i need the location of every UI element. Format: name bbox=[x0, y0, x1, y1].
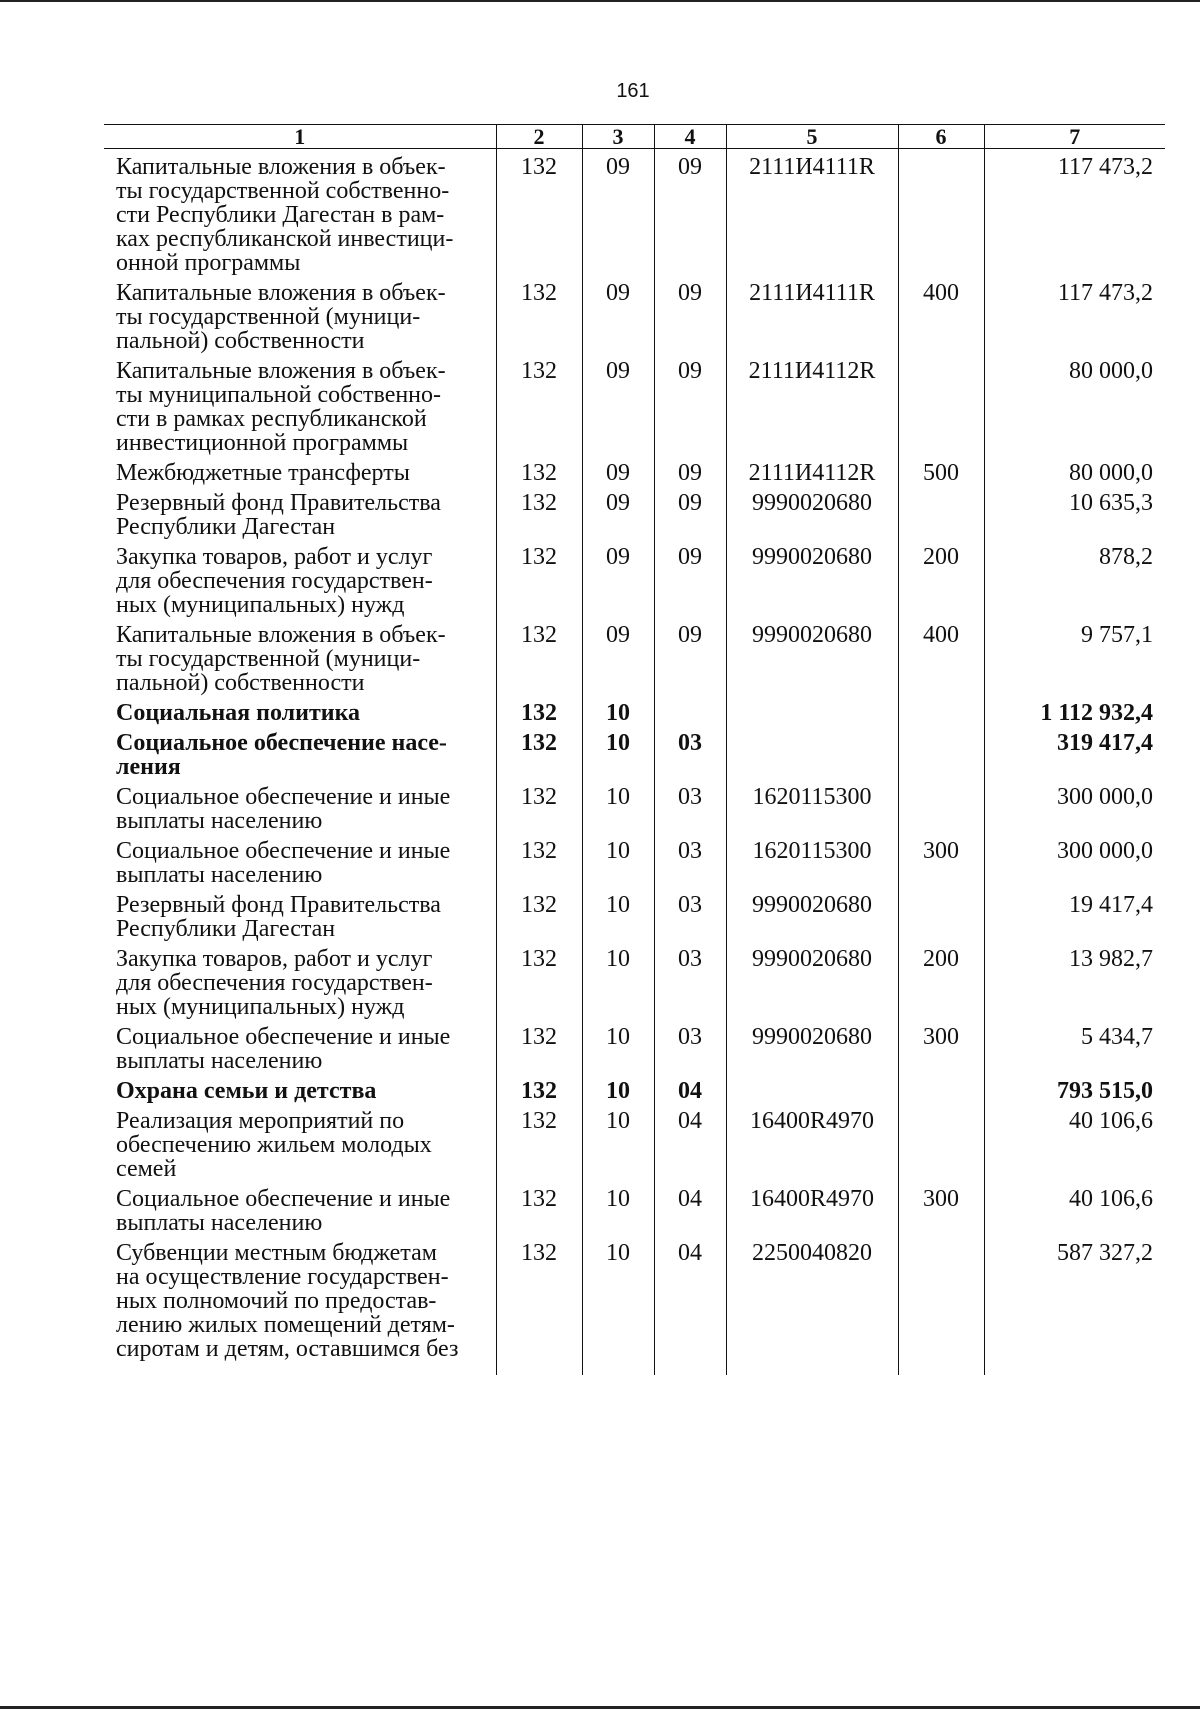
row-col-5: 16400R4970 bbox=[726, 1103, 898, 1181]
row-amount: 19 417,4 bbox=[984, 887, 1165, 941]
row-col-2: 132 bbox=[496, 275, 582, 353]
row-col-5: 9990020680 bbox=[726, 617, 898, 695]
table-row bbox=[104, 833, 1165, 887]
row-col-3: 09 bbox=[582, 617, 654, 695]
row-name: Капитальные вложения в объек- ты государственной (муници- пальной) собственности bbox=[116, 280, 446, 354]
row-col-2: 132 bbox=[496, 617, 582, 695]
row-col-6 bbox=[898, 779, 984, 833]
row-amount: 13 982,7 bbox=[984, 941, 1165, 1019]
row-col-3: 10 bbox=[582, 941, 654, 1019]
row-amount: 117 473,2 bbox=[984, 275, 1165, 353]
row-col-3: 10 bbox=[582, 833, 654, 887]
page-number: 161 bbox=[616, 80, 650, 102]
row-col-5: 9990020680 bbox=[726, 539, 898, 617]
row-name: Капитальные вложения в объек- ты муниципальной собственно- сти в рамках республиканской инвестиционной программы bbox=[116, 358, 446, 456]
row-col-2: 132 bbox=[496, 149, 582, 276]
row-col-4: 03 bbox=[654, 941, 726, 1019]
row-col-6 bbox=[898, 1103, 984, 1181]
row-name: Резервный фонд Правительства Республики Дагестан bbox=[116, 892, 441, 942]
row-col-5: 9990020680 bbox=[726, 887, 898, 941]
row-col-6: 300 bbox=[898, 1181, 984, 1235]
row-col-5: 1620115300 bbox=[726, 779, 898, 833]
row-name: Субвенции местным бюджетам на осуществление государствен- ных полномочий по предостав- лению жилых помещений детям- сиротам и детям, оставшимся без bbox=[116, 1240, 459, 1362]
table-row bbox=[104, 1235, 1165, 1375]
row-col-4: 04 bbox=[654, 1073, 726, 1103]
table-body bbox=[104, 149, 1165, 1376]
row-col-4: 09 bbox=[654, 353, 726, 455]
row-col-5: 2111И4111R bbox=[726, 275, 898, 353]
row-amount: 9 757,1 bbox=[984, 617, 1165, 695]
row-amount: 319 417,4 bbox=[984, 725, 1165, 779]
row-name: Социальное обеспечение насе- ления bbox=[116, 730, 447, 780]
row-name: Закупка товаров, работ и услуг для обеспечения государствен- ных (муниципальных) нужд bbox=[116, 946, 433, 1020]
row-col-6 bbox=[898, 695, 984, 725]
row-col-5: 9990020680 bbox=[726, 941, 898, 1019]
row-col-3: 09 bbox=[582, 353, 654, 455]
table-row bbox=[104, 617, 1165, 695]
row-col-2: 132 bbox=[496, 1181, 582, 1235]
row-col-2: 132 bbox=[496, 1019, 582, 1073]
row-col-5 bbox=[726, 695, 898, 725]
row-col-6: 300 bbox=[898, 1019, 984, 1073]
header-col-6: 6 bbox=[898, 125, 984, 149]
scan-edge-bottom bbox=[0, 1706, 1200, 1709]
row-name: Резервный фонд Правительства Республики Дагестан bbox=[116, 490, 441, 540]
row-col-5: 9990020680 bbox=[726, 485, 898, 539]
row-amount: 117 473,2 bbox=[984, 149, 1165, 276]
row-col-6: 300 bbox=[898, 833, 984, 887]
row-col-5: 2111И4112R bbox=[726, 353, 898, 455]
header-col-1: 1 bbox=[104, 125, 496, 149]
row-amount: 80 000,0 bbox=[984, 353, 1165, 455]
row-col-2: 132 bbox=[496, 695, 582, 725]
row-amount: 1 112 932,4 bbox=[984, 695, 1165, 725]
row-name: Реализация мероприятий по обеспечению жильем молодых семей bbox=[116, 1108, 432, 1182]
table-row bbox=[104, 1019, 1165, 1073]
row-col-2: 132 bbox=[496, 455, 582, 485]
row-col-6 bbox=[898, 725, 984, 779]
table-header bbox=[104, 125, 1165, 149]
row-name: Социальное обеспечение и иные выплаты населению bbox=[116, 1186, 451, 1236]
row-col-4: 04 bbox=[654, 1103, 726, 1181]
header-col-4: 4 bbox=[654, 125, 726, 149]
row-name: Капитальные вложения в объек- ты государственной (муници- пальной) собственности bbox=[116, 622, 446, 696]
row-col-3: 09 bbox=[582, 149, 654, 276]
row-name: Социальное обеспечение и иные выплаты населению bbox=[116, 838, 451, 888]
row-col-2: 132 bbox=[496, 1103, 582, 1181]
row-col-2: 132 bbox=[496, 725, 582, 779]
row-col-2: 132 bbox=[496, 887, 582, 941]
row-col-3: 10 bbox=[582, 1073, 654, 1103]
row-amount: 300 000,0 bbox=[984, 779, 1165, 833]
row-col-6 bbox=[898, 149, 984, 276]
row-col-4: 09 bbox=[654, 617, 726, 695]
row-col-5 bbox=[726, 1073, 898, 1103]
table-row bbox=[104, 887, 1165, 941]
row-name: Социальная политика bbox=[116, 700, 361, 726]
row-col-4 bbox=[654, 695, 726, 725]
table-row bbox=[104, 725, 1165, 779]
budget-table bbox=[104, 124, 1165, 1375]
row-name: Межбюджетные трансферты bbox=[116, 460, 410, 486]
row-amount: 300 000,0 bbox=[984, 833, 1165, 887]
row-col-5: 2111И4112R bbox=[726, 455, 898, 485]
row-col-4: 03 bbox=[654, 779, 726, 833]
row-col-5: 2111И4111R bbox=[726, 149, 898, 276]
row-col-4: 03 bbox=[654, 1019, 726, 1073]
row-col-4: 09 bbox=[654, 485, 726, 539]
row-col-4: 03 bbox=[654, 887, 726, 941]
table-row bbox=[104, 149, 1165, 276]
row-col-6 bbox=[898, 1073, 984, 1103]
row-col-4: 09 bbox=[654, 275, 726, 353]
row-col-2: 132 bbox=[496, 833, 582, 887]
row-amount: 40 106,6 bbox=[984, 1103, 1165, 1181]
row-col-3: 09 bbox=[582, 275, 654, 353]
row-col-6 bbox=[898, 485, 984, 539]
table-row bbox=[104, 539, 1165, 617]
scan-edge-top bbox=[0, 0, 1200, 2]
row-col-3: 10 bbox=[582, 725, 654, 779]
row-col-3: 09 bbox=[582, 455, 654, 485]
table-row bbox=[104, 275, 1165, 353]
row-amount: 878,2 bbox=[984, 539, 1165, 617]
row-name: Закупка товаров, работ и услуг для обеспечения государствен- ных (муниципальных) нужд bbox=[116, 544, 433, 618]
row-col-6 bbox=[898, 887, 984, 941]
table-row bbox=[104, 1073, 1165, 1103]
row-col-2: 132 bbox=[496, 941, 582, 1019]
row-col-3: 09 bbox=[582, 539, 654, 617]
row-col-3: 10 bbox=[582, 1235, 654, 1375]
header-row bbox=[104, 125, 1165, 149]
row-col-2: 132 bbox=[496, 353, 582, 455]
row-col-5: 1620115300 bbox=[726, 833, 898, 887]
row-col-5 bbox=[726, 725, 898, 779]
table-row bbox=[104, 779, 1165, 833]
row-col-4: 03 bbox=[654, 725, 726, 779]
row-col-2: 132 bbox=[496, 1235, 582, 1375]
header-col-2: 2 bbox=[496, 125, 582, 149]
table-row bbox=[104, 455, 1165, 485]
row-amount: 5 434,7 bbox=[984, 1019, 1165, 1073]
row-col-5: 2250040820 bbox=[726, 1235, 898, 1375]
row-col-5: 16400R4970 bbox=[726, 1181, 898, 1235]
row-name: Социальное обеспечение и иные выплаты населению bbox=[116, 1024, 451, 1074]
row-col-3: 10 bbox=[582, 779, 654, 833]
row-amount: 587 327,2 bbox=[984, 1235, 1165, 1375]
row-col-4: 09 bbox=[654, 539, 726, 617]
row-col-4: 09 bbox=[654, 455, 726, 485]
table-row bbox=[104, 353, 1165, 455]
row-col-6 bbox=[898, 353, 984, 455]
row-col-3: 10 bbox=[582, 1019, 654, 1073]
header-col-7: 7 bbox=[984, 125, 1165, 149]
row-col-2: 132 bbox=[496, 485, 582, 539]
table-row bbox=[104, 695, 1165, 725]
row-name: Капитальные вложения в объек- ты государственной собственно- сти Республики Дагестан в рам- ках республиканской инвестици- онной программы bbox=[116, 154, 454, 276]
row-col-6: 500 bbox=[898, 455, 984, 485]
row-col-4: 04 bbox=[654, 1235, 726, 1375]
header-col-3: 3 bbox=[582, 125, 654, 149]
row-col-6: 200 bbox=[898, 941, 984, 1019]
row-col-6: 400 bbox=[898, 617, 984, 695]
row-name: Социальное обеспечение и иные выплаты населению bbox=[116, 784, 451, 834]
row-col-3: 10 bbox=[582, 887, 654, 941]
table-row bbox=[104, 485, 1165, 539]
row-amount: 793 515,0 bbox=[984, 1073, 1165, 1103]
table-row bbox=[104, 941, 1165, 1019]
row-amount: 10 635,3 bbox=[984, 485, 1165, 539]
row-col-2: 132 bbox=[496, 1073, 582, 1103]
row-col-4: 04 bbox=[654, 1181, 726, 1235]
row-amount: 80 000,0 bbox=[984, 455, 1165, 485]
row-col-5: 9990020680 bbox=[726, 1019, 898, 1073]
row-col-2: 132 bbox=[496, 779, 582, 833]
header-col-5: 5 bbox=[726, 125, 898, 149]
table-row bbox=[104, 1181, 1165, 1235]
row-col-3: 10 bbox=[582, 1181, 654, 1235]
row-col-4: 03 bbox=[654, 833, 726, 887]
row-col-3: 09 bbox=[582, 485, 654, 539]
row-col-6: 400 bbox=[898, 275, 984, 353]
row-col-2: 132 bbox=[496, 539, 582, 617]
row-col-4: 09 bbox=[654, 149, 726, 276]
table-row bbox=[104, 1103, 1165, 1181]
row-col-3: 10 bbox=[582, 695, 654, 725]
row-col-3: 10 bbox=[582, 1103, 654, 1181]
row-name: Охрана семьи и детства bbox=[116, 1078, 377, 1104]
row-col-6: 200 bbox=[898, 539, 984, 617]
row-amount: 40 106,6 bbox=[984, 1181, 1165, 1235]
row-col-6 bbox=[898, 1235, 984, 1375]
